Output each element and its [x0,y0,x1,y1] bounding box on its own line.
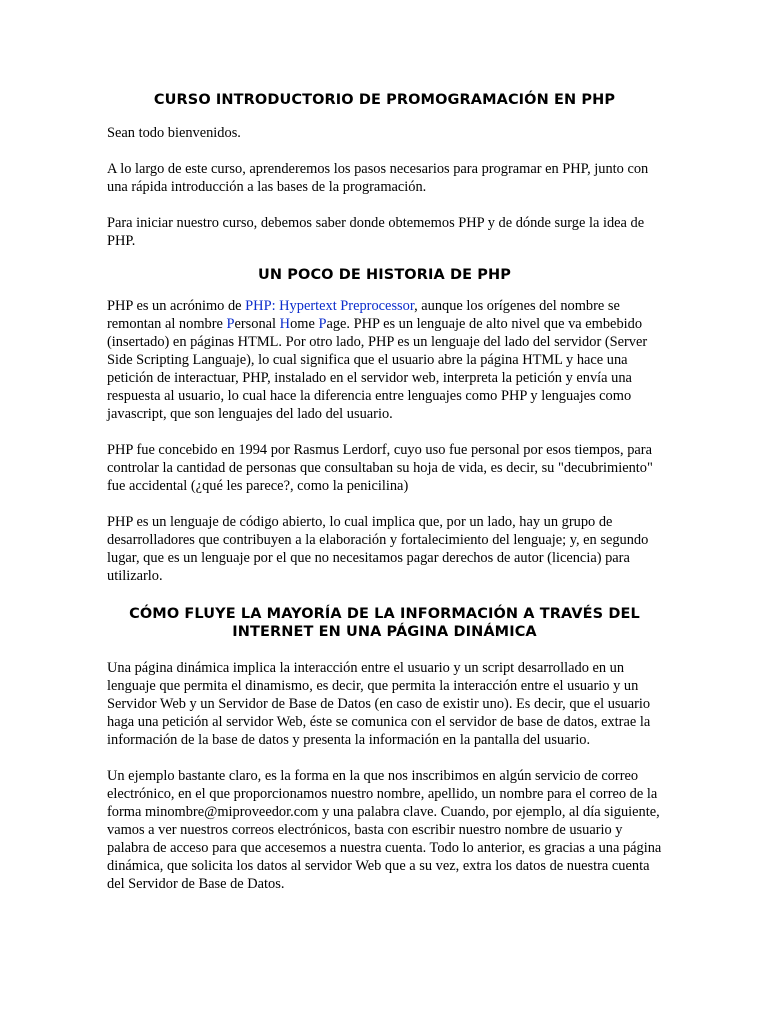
history-text-2: , aunque los orígenes del nombre se remontan al nombre [107,298,620,332]
history-paragraph-acronym [107,297,662,423]
history-text-1: PHP es un acrónimo de [107,298,246,314]
flow-heading-line-1: CÓMO FLUYE LA MAYORÍA DE LA INFORMACIÓN A TRAVÉS DEL [129,606,640,622]
initial-h-home: H [279,316,291,332]
history-paragraph-origin: PHP fue concebido en 1994 por Rasmus Lerdorf, cuyo uso fue personal por esos tiempos, para controlar la cantidad de personas que consultaban su hoja de vida, es decir, su "decubrimiento" fue accidental (¿qué les parece?, como la penicilina) [107,442,653,494]
php-hypertext-preprocessor-link[interactable]: PHP: Hypertext Preprocessor [245,298,415,314]
document-title: CURSO INTRODUCTORIO DE PROMOGRAMACIÓN EN PHP [153,92,616,108]
flow-heading-line-2: INTERNET EN UNA PÁGINA DINÁMICA [232,624,537,640]
history-heading: UN POCO DE HISTORIA DE PHP [258,267,511,283]
history-text-4: ome [290,316,319,332]
initial-p-page: P [318,316,327,332]
flow-paragraph-dynamic-page: Una página dinámica implica la interacción entre el usuario y un script desarrollado en un lenguaje que permita el dinamismo, es decir, que permita la interacción entre el usuario y un Servidor Web y un Servidor de Base de Datos (en caso de existir uno). Es decir, que el usuario haga una petición al servidor Web, éste se comunica con el servidor de base de datos, extrae la información de la base de datos y presenta la información en la pantalla del usuario. [107,660,651,748]
flow-heading [107,605,662,641]
intro-paragraph-course: A lo largo de este curso, aprenderemos los pasos necesarios para programar en PHP, junto con una rápida introducción a las bases de la programación. [107,161,649,195]
history-text-5: age. PHP es un lenguaje de alto nivel que va embebido (insertado) en páginas HTML. Por otro lado, PHP es un lenguaje del lado del servidor (Server Side Scripting Languaje), lo cual significa que el usuario abre la página HTML y hace una petición de interactuar, PHP, instalado en el servidor web, interpreta la petición y envía una respuesta al usuario, lo cual hace la diferencia entre lenguajes como PHP y lenguajes como javascript, que son lenguajes del lado del usuario. [107,316,648,422]
history-text-3: ersonal [234,316,280,332]
intro-paragraph-welcome: Sean todo bienvenidos. [107,125,241,141]
initial-p-personal: P [226,316,235,332]
history-paragraph-open-source: PHP es un lenguaje de código abierto, lo cual implica que, por un lado, hay un grupo de desarrolladores que contribuyen a la elaboración y fortalecimiento del lenguaje; y, en segundo lugar, que es un lenguaje por el que no necesitamos pagar derechos de autor (licencia) para utilizarlo. [107,514,649,584]
flow-paragraph-example: Un ejemplo bastante claro, es la forma en la que nos inscribimos en algún servicio de correo electrónico, en el que proporcionamos nuestro nombre, apellido, un nombre para el correo de la forma minombre@miproveedor.com y una palabra clave. Cuando, por ejemplo, al día siguiente, vamos a ver nuestros correos electrónicos, basta con escribir nuestro nombre de usuario y palabra de acceso para que accesemos a nuestra cuenta. Todo lo anterior, es gracias a una página dinámica, que solicita los datos al servidor Web que a su vez, extra los datos de nuestra cuenta del Servidor de Base de Datos. [107,768,662,892]
document-page [107,88,662,893]
intro-paragraph-start: Para iniciar nuestro curso, debemos saber donde obtememos PHP y de dónde surge la idea de PHP. [107,215,645,249]
